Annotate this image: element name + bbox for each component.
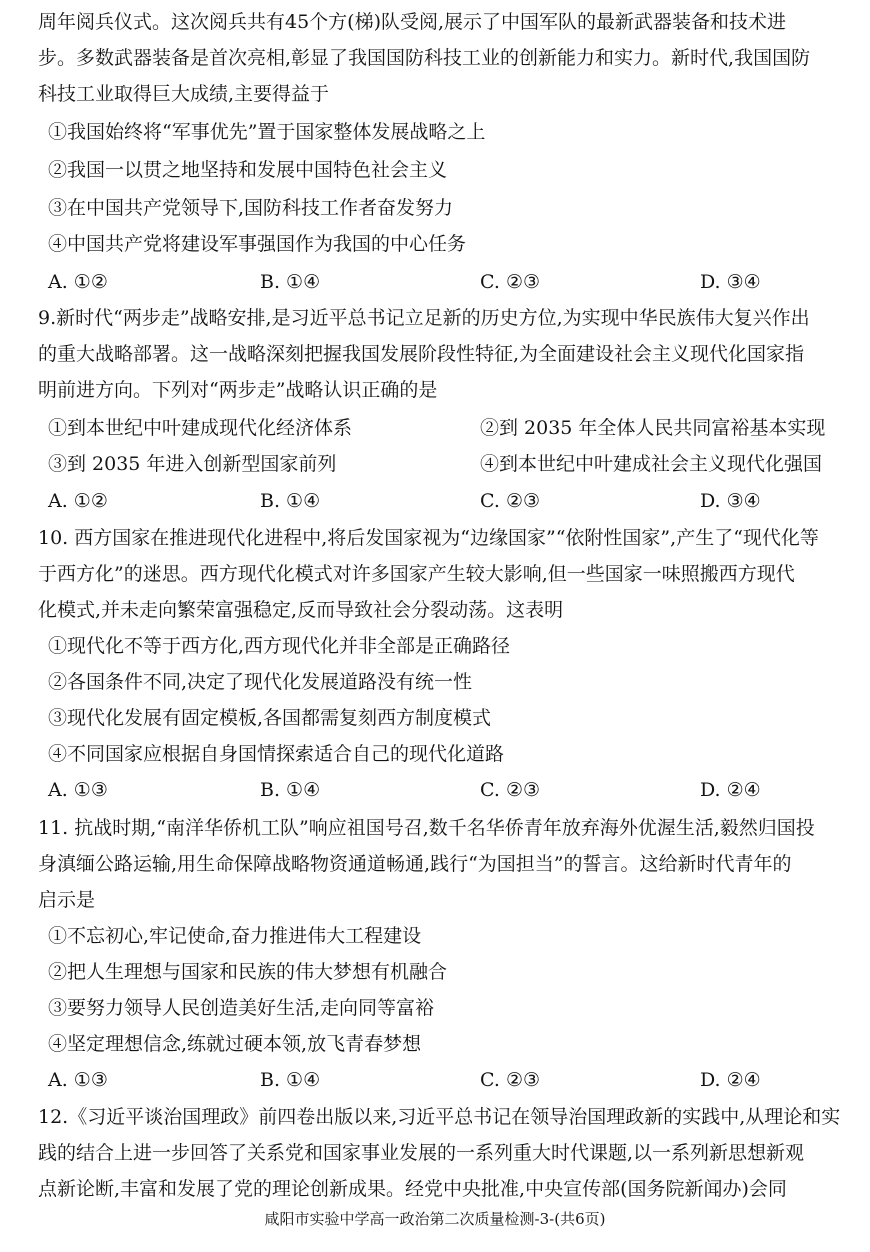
q11-stem-line: 启示是 <box>38 889 96 911</box>
q8-stem-line: 周年阅兵仪式。这次阅兵共有45个方(梯)队受阅,展示了中国军队的最新武器装备和技术进 <box>38 11 787 33</box>
q8-stem-line: 步。多数武器装备是首次亮相,彰显了我国国防科技工业的创新能力和实力。新时代,我国国防 <box>38 47 811 69</box>
q12-stem-line: 践的结合上进一步回答了关系党和国家事业发展的一系列重大时代课题,以一系列新思想新观 <box>38 1142 805 1164</box>
q11-answer-b: B. ①④ <box>260 1069 321 1091</box>
q9-answer-a: A. ①② <box>48 490 108 512</box>
q9-answer-choices <box>48 483 856 519</box>
q9-option: ④到本世纪中叶建成社会主义现代化强国 <box>480 453 823 475</box>
q10-option: ④不同国家应根据自身国情探索适合自己的现代化道路 <box>48 743 505 765</box>
q11-option: ④坚定理想信念,练就过硬本领,放飞青春梦想 <box>48 1033 422 1055</box>
q10-answer-b: B. ①④ <box>260 779 321 801</box>
q9-option: ①到本世纪中叶建成现代化经济体系 <box>48 417 353 439</box>
q9-stem-line: 的重大战略部署。这一战略深刻把握我国发展阶段性特征,为全面建设社会主义现代化国家指 <box>38 343 805 365</box>
q10-option: ①现代化不等于西方化,西方现代化并非全部是正确路径 <box>48 635 511 657</box>
q8-option: ③在中国共产党领导下,国防科技工作者奋发努力 <box>48 197 454 219</box>
q10-answer-c: C. ②③ <box>480 779 541 801</box>
q10-answer-d: D. ②④ <box>700 779 761 801</box>
q11-option: ③要努力领导人民创造美好生活,走向同等富裕 <box>48 997 435 1019</box>
q10-stem-line: 10. 西方国家在推进现代化进程中,将后发国家视为“边缘国家”“依附性国家”,产生了“现代化等 <box>38 527 819 549</box>
q9-option: ②到 2035 年全体人民共同富裕基本实现 <box>480 417 826 439</box>
q11-answer-choices <box>48 1062 856 1098</box>
q8-option: ④中国共产党将建设军事强国作为我国的中心任务 <box>48 233 467 255</box>
q8-answer-a: A. ①② <box>48 271 108 293</box>
q11-option: ②把人生理想与国家和民族的伟大梦想有机融合 <box>48 961 448 983</box>
q10-stem-line: 于西方化”的迷思。西方现代化模式对许多国家产生较大影响,但一些国家一味照搬西方现代 <box>38 563 795 585</box>
q9-option-row <box>48 446 856 482</box>
q10-stem-line: 化模式,并未走向繁荣富强稳定,反而导致社会分裂动荡。这表明 <box>38 599 564 621</box>
q9-stem-line: 明前进方向。下列对“两步走”战略认识正确的是 <box>38 379 438 401</box>
q11-stem-line: 11. 抗战时期,“南洋华侨机工队”响应祖国号召,数千名华侨青年放弃海外优渥生活,毅然归国投 <box>38 817 815 839</box>
q10-answer-a: A. ①③ <box>48 779 108 801</box>
q9-answer-b: B. ①④ <box>260 490 321 512</box>
q9-answer-d: D. ③④ <box>700 490 761 512</box>
q8-answer-c: C. ②③ <box>480 271 541 293</box>
q11-answer-d: D. ②④ <box>700 1069 761 1091</box>
q11-option: ①不忘初心,牢记使命,奋力推进伟大工程建设 <box>48 925 422 947</box>
q8-stem-line: 科技工业取得巨大成绩,主要得益于 <box>38 83 330 105</box>
q8-answer-choices <box>48 264 856 300</box>
q10-option: ②各国条件不同,决定了现代化发展道路没有统一性 <box>48 671 473 693</box>
q8-option: ①我国始终将“军事优先”置于国家整体发展战略之上 <box>48 121 486 143</box>
q12-stem-line: 12.《习近平谈治国理政》前四卷出版以来,习近平总书记在领导治国理政新的实践中,从理论和实 <box>38 1106 841 1128</box>
q10-option: ③现代化发展有固定模板,各国都需复刻西方制度模式 <box>48 707 492 729</box>
page-footer: 咸阳市实验中学高一政治第二次质量检测-3-(共6页) <box>264 1210 606 1228</box>
q9-answer-c: C. ②③ <box>480 490 541 512</box>
q12-stem-line: 点新论断,丰富和发展了党的理论创新成果。经党中央批准,中央宣传部(国务院新闻办)会同 <box>38 1178 787 1200</box>
q11-stem-line: 身滇缅公路运输,用生命保障战略物资通道畅通,践行“为国担当”的誓言。这给新时代青年的 <box>38 853 792 875</box>
q11-answer-a: A. ①③ <box>48 1069 108 1091</box>
q8-answer-d: D. ③④ <box>700 271 761 293</box>
q8-answer-b: B. ①④ <box>260 271 321 293</box>
q10-answer-choices <box>48 772 856 808</box>
q9-option: ③到 2035 年进入创新型国家前列 <box>48 453 337 475</box>
q8-option: ②我国一以贯之地坚持和发展中国特色社会主义 <box>48 159 448 181</box>
q9-stem-line: 9.新时代“两步走”战略安排,是习近平总书记立足新的历史方位,为实现中华民族伟大复兴作出 <box>38 307 810 329</box>
q9-option-row <box>48 410 856 446</box>
q11-answer-c: C. ②③ <box>480 1069 541 1091</box>
